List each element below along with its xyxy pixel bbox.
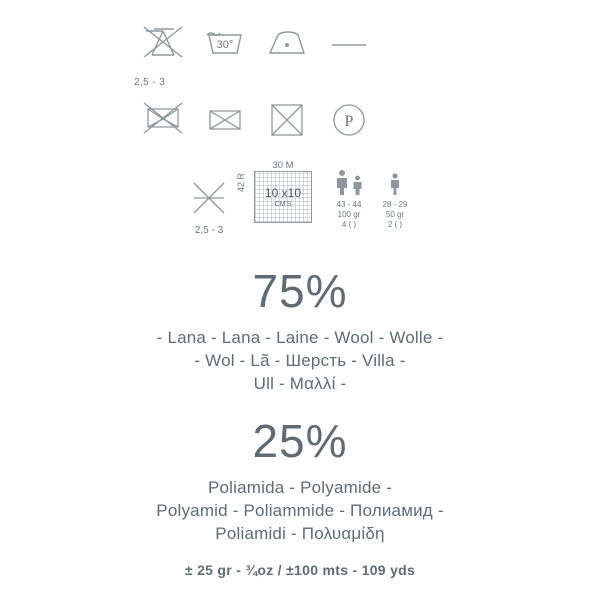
composition-percent-2: 25% <box>252 415 348 467</box>
dry-clean-letter: P <box>344 113 354 130</box>
child-size-lines <box>372 200 418 230</box>
do-not-bleach-triangle-icon <box>132 12 194 88</box>
needle-size-note-2: 2,5 - 3 <box>194 225 224 236</box>
composition-line: Polyamid - Poliammide - Полиамид - <box>156 501 444 520</box>
composition-line: Poliamida - Polyamide - <box>207 478 393 497</box>
care-symbols-block <box>132 12 472 150</box>
hand-wash-30-icon <box>194 12 256 74</box>
adult-weight-value: 100 gr <box>337 210 361 219</box>
composition-block-1 <box>0 265 600 395</box>
do-not-tumble-dry-box-icon <box>256 88 318 150</box>
care-symbol-row-1 <box>132 12 472 88</box>
dry-clean-p-icon <box>318 88 380 150</box>
adult-balls-value: 4 ( ) <box>341 220 357 229</box>
child-weight-value: 50 gr <box>385 210 405 219</box>
tension-swatch <box>236 160 326 232</box>
needle-size-note-1: 2,5 - 3 <box>134 77 166 88</box>
composition-line: - Wol - Lã - Шерсть - Villa - <box>194 351 406 370</box>
composition-line: Ull - Μαλλί - <box>253 374 347 393</box>
do-not-tumble-knit-icon <box>132 88 194 150</box>
child-size-group <box>372 162 418 232</box>
swatch-stitches-label: 42 R <box>236 172 246 192</box>
composition-line: - Lana - Lana - Laine - Wool - Wolle - <box>156 328 444 347</box>
composition-percent-1: 75% <box>252 265 348 317</box>
adult-size-value: 43 - 44 <box>336 200 362 209</box>
blank-cell-icon <box>318 12 380 74</box>
svg-text:30°: 30° <box>216 39 234 51</box>
care-symbol-row-2 <box>132 88 472 150</box>
composition-names-2 <box>0 476 600 545</box>
child-size-value: 28 - 29 <box>382 200 408 209</box>
swatch-box <box>254 171 312 223</box>
swatch-unit: CM'S <box>274 201 292 208</box>
iron-one-dot-icon <box>256 12 318 74</box>
adult-size-lines <box>326 200 372 230</box>
swatch-dimension: 10 x10 <box>264 186 302 200</box>
do-not-wring-icon <box>194 88 256 150</box>
composition-line: Poliamidi - Πολυαμίδη <box>215 524 385 543</box>
gauge-block <box>178 160 438 236</box>
swatch-rows-label: 30 M <box>272 160 294 171</box>
composition-block-2 <box>0 415 600 545</box>
needle-size-icon <box>178 162 240 236</box>
child-balls-value: 2 ( ) <box>387 220 403 229</box>
adult-size-group <box>326 162 372 232</box>
weight-length-line: ± 25 gr - ¾oz / ±100 mts - 109 yds <box>184 562 416 578</box>
child-person-icon <box>372 162 418 196</box>
adult-two-persons-icon <box>326 162 372 196</box>
composition-names-1 <box>0 326 600 395</box>
